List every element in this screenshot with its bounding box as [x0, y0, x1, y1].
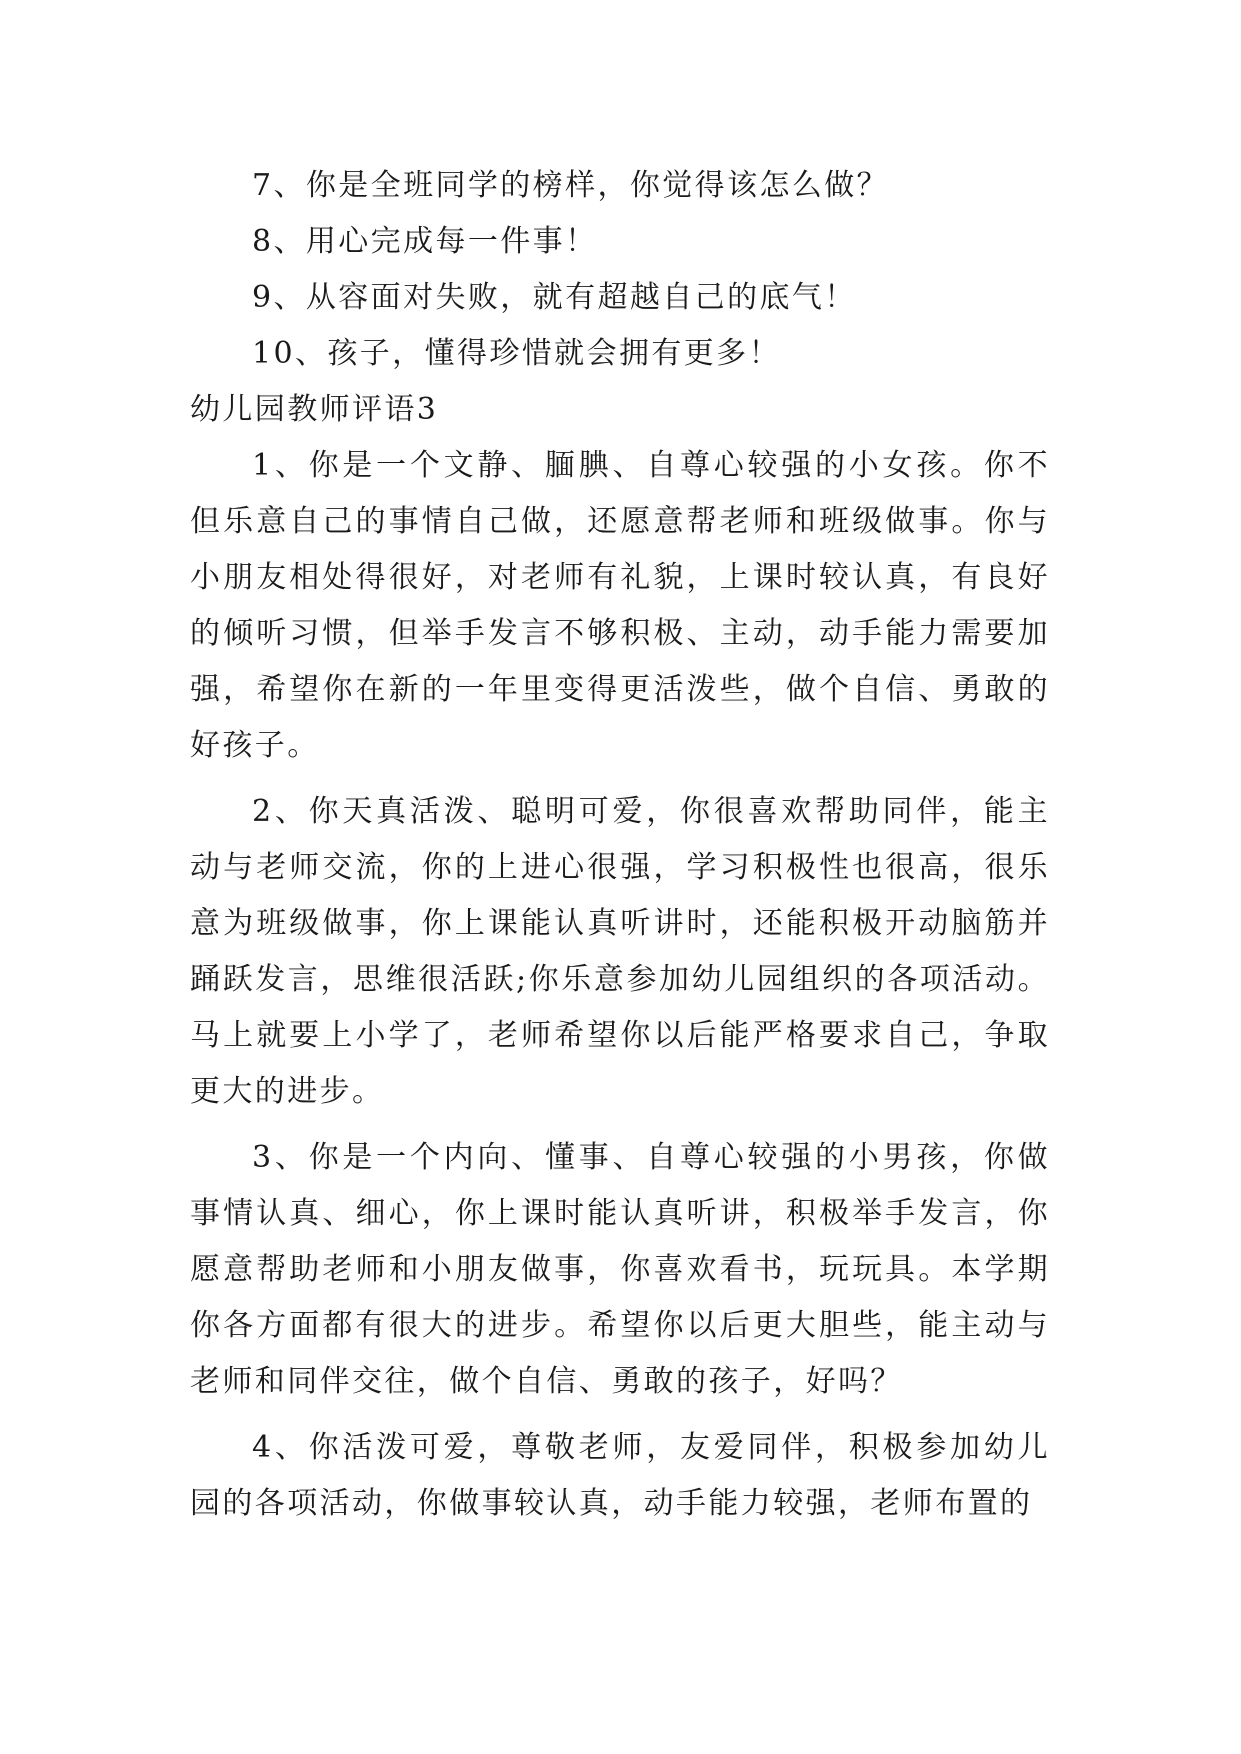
list-item: 8、用心完成每一件事！: [252, 224, 598, 259]
section-title: 幼儿园教师评语3: [190, 392, 439, 427]
paragraph: 3、你是一个内向、懂事、自尊心较强的小男孩，你做事情认真、细心，你上课时能认真听讲，积极举手发言，你愿意帮助老师和小朋友做事，你喜欢看书，玩玩具。本学期你各方面都有很大的进步。希望你以后更大胆些，能主动与老师和同伴交往，做个自信、勇敢的孩子，好吗？: [190, 1140, 1050, 1399]
list-item: 10、孩子，懂得珍惜就会拥有更多！: [252, 336, 781, 371]
list-item: 7、你是全班同学的榜样，你觉得该怎么做？: [252, 168, 890, 203]
paragraph: 1、你是一个文静、腼腆、自尊心较强的小女孩。你不但乐意自己的事情自己做，还愿意帮老师和班级做事。你与小朋友相处得很好，对老师有礼貌，上课时较认真，有良好的倾听习惯，但举手发言不够积极、主动，动手能力需要加强，希望你在新的一年里变得更活泼些，做个自信、勇敢的好孩子。: [190, 448, 1050, 763]
paragraph: 2、你天真活泼、聪明可爱，你很喜欢帮助同伴，能主动与老师交流，你的上进心很强，学习积极性也很高，很乐意为班级做事，你上课能认真听讲时，还能积极开动脑筋并踊跃发言，思维很活跃;你乐意参加幼儿园组织的各项活动。马上就要上小学了，老师希望你以后能严格要求自己，争取更大的进步。: [190, 794, 1050, 1109]
document-body: [190, 158, 1050, 1542]
list-item: 9、从容面对失败，就有超越自己的底气！: [252, 280, 857, 315]
paragraph: 4、你活泼可爱，尊敬老师，友爱同伴，积极参加幼儿园的各项活动，你做事较认真，动手能力较强，老师布置的: [190, 1430, 1050, 1521]
